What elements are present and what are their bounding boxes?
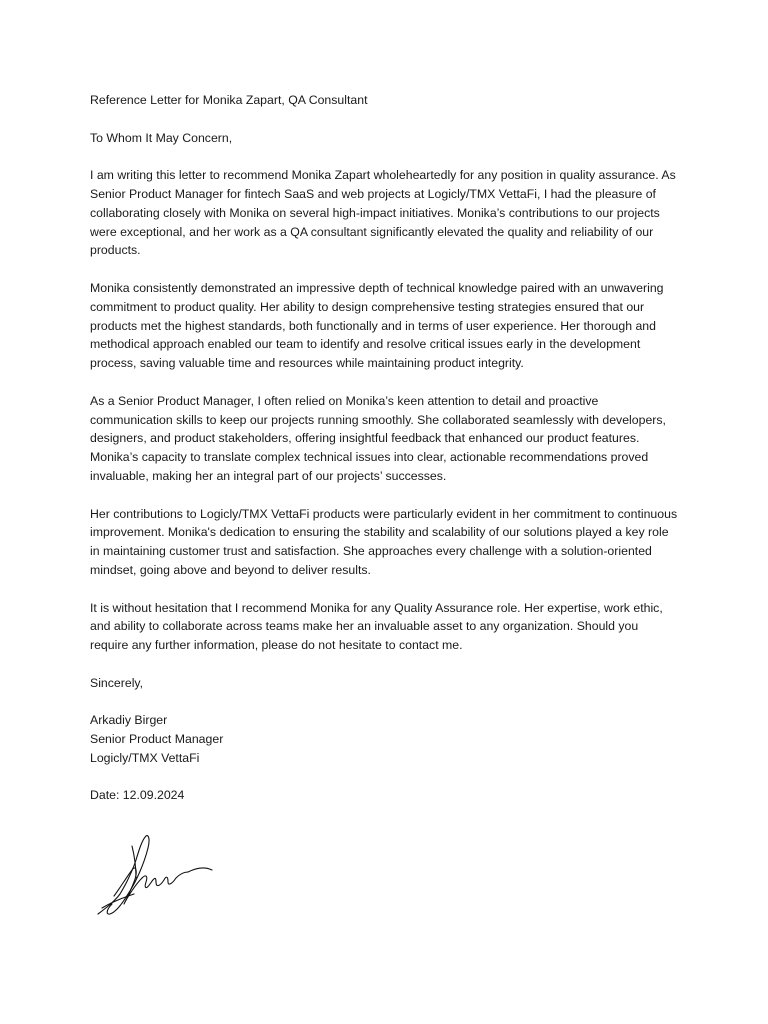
signer-role: Senior Product Manager	[90, 732, 224, 747]
paragraph-3: As a Senior Product Manager, I often relied on Monika’s keen attention to detail and proactive communication skills to keep our projects running smoothly. She collaborated seamlessly with developers, designers, and product stakeholders, offering insightful feedback that enhanced our product features. Monika’s capacity to translate complex technical issues into clear, actionable recommendations proved invaluable, making her an integral part of our projects’ successes.	[90, 393, 666, 483]
salutation: To Whom It May Concern,	[90, 130, 233, 145]
signer-company: Logicly/TMX VettaFi	[90, 750, 200, 765]
paragraph-2: Monika consistently demonstrated an impressive depth of technical knowledge paired with an unwavering commitment to product quality. Her ability to design comprehensive testing strategies ensured that our products met the highest standards, both functionally and in terms of user experience. Her thorough and methodical approach enabled our team to identify and resolve critical issues early in the development process, saving valuable time and resources while maintaining product integrity.	[90, 280, 664, 371]
letter-date: Date: 12.09.2024	[90, 788, 185, 803]
paragraph-5: It is without hesitation that I recommend Monika for any Quality Assurance role. Her expertise, work ethic, and ability to collaborate across teams make her an invaluable asset to any organization. Should you require any further information, please do not hesitate to contact me.	[90, 600, 663, 653]
signer-name: Arkadiy Birger	[90, 713, 168, 728]
letter-body	[90, 91, 678, 824]
paragraph-1: I am writing this letter to recommend Monika Zapart wholeheartedly for any position in quality assurance. As Senior Product Manager for fintech SaaS and web projects at Logicly/TMX VettaFi, I had the pleasure of collaborating closely with Monika on several high-impact initiatives. Monika’s contributions to our projects were exceptional, and her work as a QA consultant significantly elevated the quality and reliability of our products.	[90, 168, 676, 258]
signer-block	[90, 711, 678, 767]
handwritten-signature	[92, 832, 222, 922]
letter-title: Reference Letter for Monika Zapart, QA Consultant	[90, 93, 368, 107]
paragraph-4: Her contributions to Logicly/TMX VettaFi products were particularly evident in her commitment to continuous improvement. Monika's dedication to ensuring the stability and scalability of our solutions played a key role in maintaining customer trust and satisfaction. She approaches every challenge with a solution-oriented mindset, going above and beyond to deliver results.	[90, 506, 678, 577]
closing: Sincerely,	[90, 675, 144, 690]
